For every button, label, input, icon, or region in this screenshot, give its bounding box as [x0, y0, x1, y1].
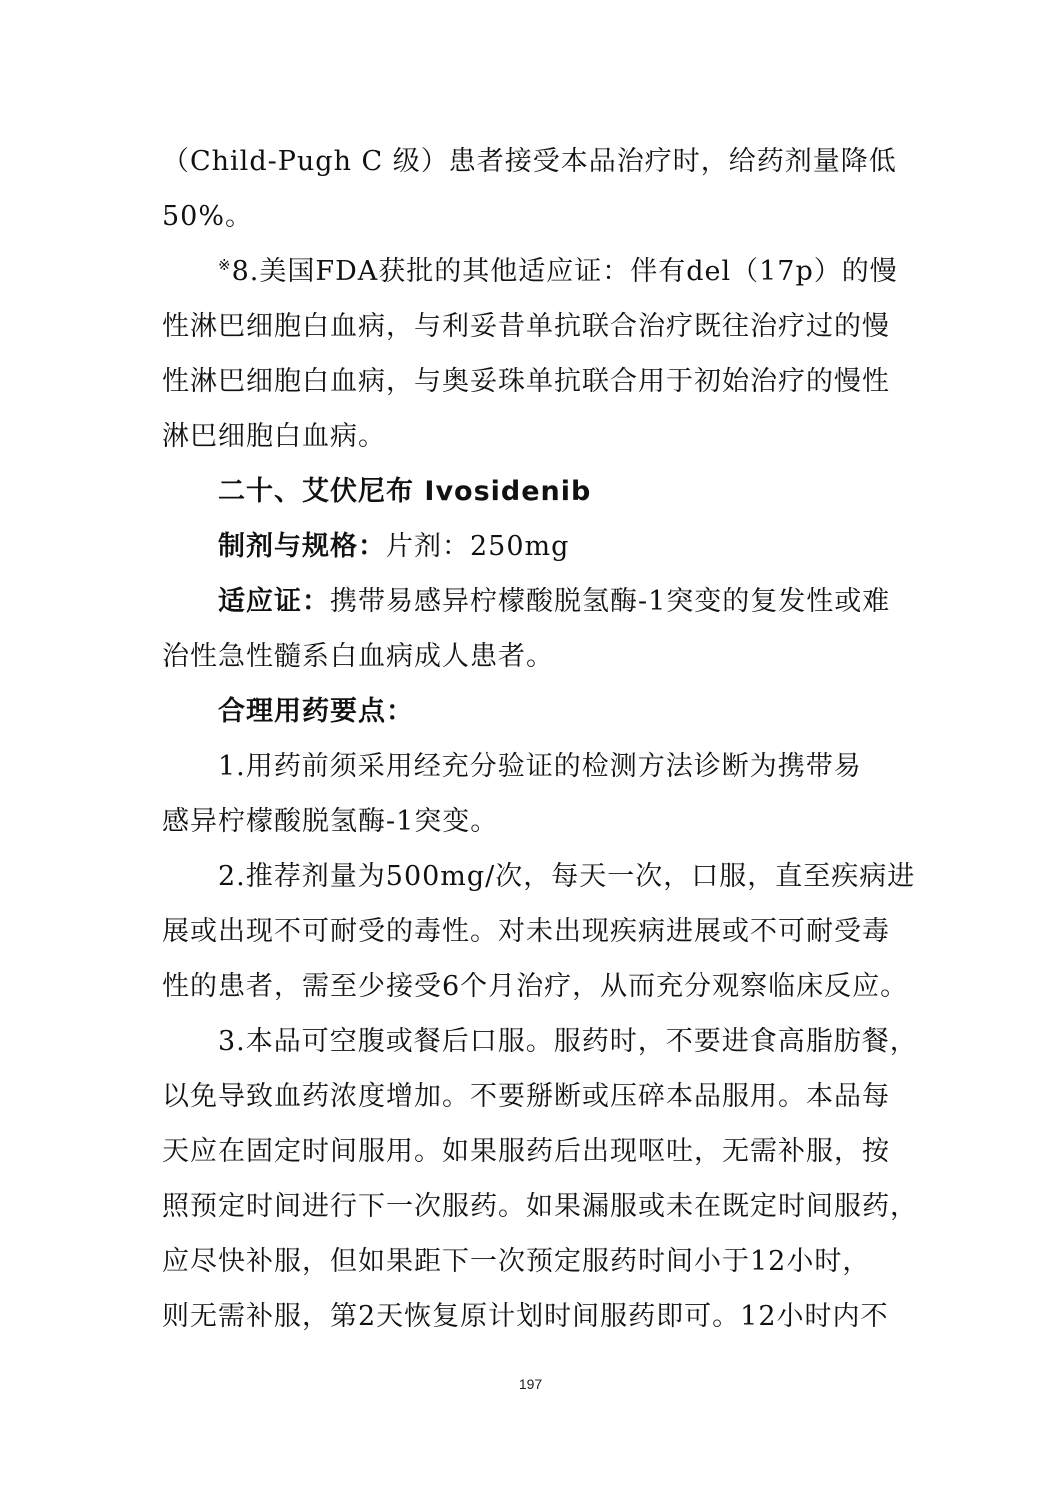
text-line: 展或出现不可耐受的毒性。对未出现疾病进展或不可耐受毒: [162, 916, 890, 947]
formulation-line: [162, 519, 902, 574]
text-line: 8.美国FDA获批的其他适应证：伴有del（17p）的慢: [231, 256, 898, 287]
text-line: 携带易感异柠檬酸脱氢酶-1突变的复发性或难: [330, 586, 891, 617]
text-line: 照预定时间进行下一次服药。如果漏服或未在既定时间服药，: [162, 1191, 918, 1222]
text-line: 50%。: [162, 201, 254, 232]
text-line: 性淋巴细胞白血病，与奥妥珠单抗联合用于初始治疗的慢性: [162, 366, 890, 397]
formulation-value: 片剂：250mg: [386, 531, 570, 562]
text-line: 淋巴细胞白血病。: [162, 421, 386, 452]
text-line: 治性急性髓系白血病成人患者。: [162, 641, 554, 672]
text-line: 1.用药前须采用经充分验证的检测方法诊断为携带易: [218, 751, 862, 782]
text-line: 以免导致血药浓度增加。不要掰断或压碎本品服用。本品每: [162, 1081, 890, 1112]
text-line: 2.推荐剂量为500mg/次，每天一次，口服，直至疾病进: [218, 861, 916, 892]
document-body: [162, 134, 918, 1344]
indication-label: 适应证：: [218, 586, 330, 617]
page-number: 197: [518, 1376, 543, 1392]
section-heading: 二十、艾伏尼布 Ivosidenib: [218, 476, 592, 507]
text-line: 则无需补服，第2天恢复原计划时间服药即可。12小时内不: [162, 1301, 889, 1332]
text-line: 性的患者，需至少接受6个月治疗，从而充分观察临床反应。: [162, 971, 909, 1002]
list-item-8: [162, 244, 902, 299]
key-points-heading: 合理用药要点：: [218, 696, 414, 727]
text-line: （Child-Pugh C 级）患者接受本品治疗时，给药剂量降低: [162, 146, 897, 177]
text-line: 应尽快补服，但如果距下一次预定服药时间小于12小时，: [162, 1246, 871, 1277]
note-mark: ※: [218, 256, 232, 274]
formulation-label: 制剂与规格：: [218, 531, 386, 562]
text-line: 3.本品可空腹或餐后口服。服药时，不要进食高脂肪餐，: [218, 1026, 918, 1057]
indication-line: [162, 574, 902, 629]
text-line: 性淋巴细胞白血病，与利妥昔单抗联合治疗既往治疗过的慢: [162, 311, 890, 342]
text-line: 天应在固定时间服用。如果服药后出现呕吐，无需补服，按: [162, 1136, 890, 1167]
text-line: 感异柠檬酸脱氢酶-1突变。: [162, 806, 499, 837]
